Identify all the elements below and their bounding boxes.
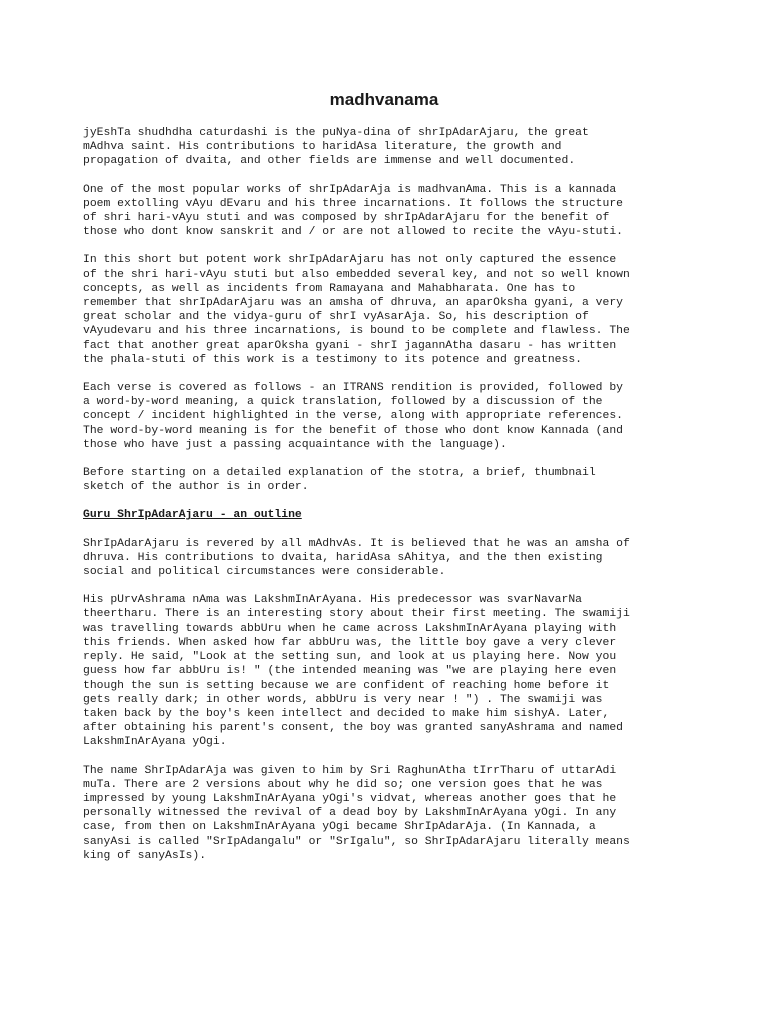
intro-paragraph: jyEshTa shudhdha caturdashi is the puNya-dina of shrIpAdarAjaru, the great mAdhva saint. His contributions to haridAsa literature, the growth and propagation of dvaita, and other fields are immense and well documented. — [83, 127, 589, 168]
section-paragraph: The name ShrIpAdarAja was given to him by Sri RaghunAtha tIrrTharu of uttarAdi muTa. There are 2 versions about why he did so; one version goes that he was impressed by young LakshmInArAyana yOgi's vidvat, whereas another goes that he personally witnessed the revival of a dead boy by LakshmInArAyana yOgi. In any case, from then on LakshmInArAyana yOgi became ShrIpAdarAja. (In Kannada, a sanyAsi is called "SrIpAdangalu" or "SrIgalu", so ShrIpAdarAjaru literally means king of sanyAsIs). — [83, 764, 630, 862]
document-body — [83, 126, 703, 877]
section-paragraph: ShrIpAdarAjaru is revered by all mAdhvAs. It is believed that he was an amsha of dhruva. His contributions to dvaita, haridAsa sAhitya, and the then existing social and political circumstances were considerable. — [83, 537, 630, 579]
section-heading: Guru ShrIpAdarAjaru - an outline — [83, 509, 302, 522]
intro-paragraph: Each verse is covered as follows - an ITRANS rendition is provided, followed by a word-by-word meaning, a quick translation, followed by a discussion of the concept / incident highlighted in the verse, along with appropriate references. The word-by-word meaning is for the benefit of those who dont know Kannada (and those who have just a passing acquaintance with the language). — [83, 382, 624, 451]
intro-paragraph: Before starting on a detailed explanation of the stotra, a brief, thumbnail sketch of the author is in order. — [83, 467, 596, 494]
intro-paragraph: One of the most popular works of shrIpAdarAja is madhvanAma. This is a kannada poem extolling vAyu dEvaru and his three incarnations. It follows the structure of shri hari-vAyu stuti and was composed by shrIpAdarAjaru for the benefit of those who dont know sanskrit and / or are not allowed to recite the vAyu-stuti. — [83, 183, 624, 239]
intro-paragraph: In this short but potent work shrIpAdarAjaru has not only captured the essence of the shri hari-vAyu stuti but also embedded several key, and not so well known concepts, as well as incidents from Ramayana and Mahabharata. One has to remember that shrIpAdarAjaru was an amsha of dhruva, an aparOksha gyani, a very great scholar and the vidya-guru of shrI vyAsarAja. So, his description of vAyudevaru and his three incarnations, is bound to be complete and flawless. The fact that another great aparOksha gyani - shrI jagannAtha dasaru - has written the phala-stuti of this work is a testimony to its potence and greatness. — [83, 254, 630, 366]
section-paragraph: His pUrvAshrama nAma was LakshmInArAyana. His predecessor was svarNavarNa theertharu. There is an interesting story about their first meeting. The swamiji was travelling towards abbUru when he came across LakshmInArAyana playing with this friends. When asked how far abbUru was, the little boy gave a very clever reply. He said, "Look at the setting sun, and look at us playing here. Now you guess how far abbUru is! " (the intended meaning was "we are playing here even though the sun is setting because we are confident of reaching home before it gets really dark; in other words, abbUru is very near ! ") . The swamiji was taken back by the boy's keen intellect and decided to make him sishyA. Later, after obtaining his parent's consent, the boy was granted sanyAshrama and named LakshmInArAyana yOgi. — [83, 594, 630, 749]
document-title: madhvanama — [329, 90, 439, 109]
